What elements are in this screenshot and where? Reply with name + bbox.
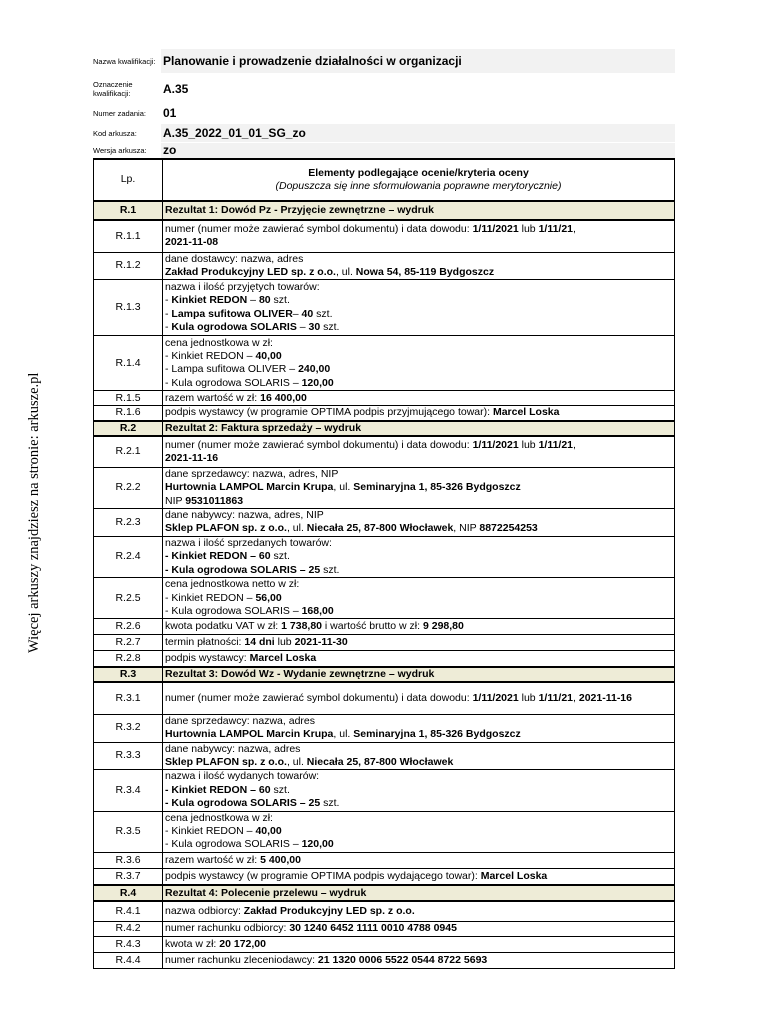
text-fragment: NIP — [165, 494, 186, 507]
table-row — [94, 220, 675, 252]
result-row — [94, 201, 675, 220]
table-row — [94, 578, 675, 619]
text-fragment: szt. — [270, 294, 290, 307]
text-fragment: , — [573, 438, 576, 451]
row-content — [163, 901, 675, 921]
row-content — [163, 391, 675, 406]
text-fragment: , ul. — [335, 265, 356, 278]
text-fragment: – — [247, 294, 259, 307]
nazwa-label: Nazwa kwalifikacji: — [93, 56, 156, 66]
row-lp: R.2.6 — [94, 619, 163, 635]
row-content — [163, 578, 675, 619]
row-lp: R.3.4 — [94, 770, 163, 811]
table-row — [94, 280, 675, 336]
row-content — [163, 742, 675, 770]
table-header-row — [94, 159, 675, 201]
text-fragment: Seminaryjna 1, 85-326 Bydgoszcz — [353, 728, 521, 741]
text-fragment: szt. — [270, 550, 290, 563]
text-fragment: dane nabywcy: nazwa, adres, NIP — [165, 509, 324, 522]
header-row-numer — [93, 104, 675, 122]
nazwa-value: Planowanie i prowadzenie działalności w organizacji — [161, 49, 675, 73]
header-row-kod — [93, 124, 675, 142]
text-fragment: Niecała 25, 87-800 Włocławek — [306, 522, 454, 535]
text-fragment: 1 738,80 — [281, 620, 323, 633]
row-lp: R.2.3 — [94, 508, 163, 536]
text-fragment: nazwa i ilość sprzedanych towarów: — [165, 536, 332, 549]
wersja-label: Wersja arkusza: — [93, 146, 147, 155]
text-fragment: - Kula ogrodowa SOLARIS – 25 — [165, 797, 321, 810]
row-content — [163, 436, 675, 467]
text-fragment: cena jednostkowa netto w zł: — [165, 578, 300, 591]
text-fragment: razem wartość w zł: — [165, 391, 261, 404]
text-fragment: Hurtownia LAMPOL Marcin Krupa — [165, 481, 334, 494]
text-fragment: Lampa sufitowa OLIVER — [171, 307, 293, 320]
result-lp: R.3 — [94, 667, 163, 682]
row-lp: R.1.5 — [94, 391, 163, 406]
row-content — [163, 714, 675, 742]
text-fragment: numer (numer może zawierać symbol dokumentu) i data dowodu: — [165, 438, 473, 451]
table-row — [94, 406, 675, 421]
text-fragment: kwota podatku VAT w zł: — [165, 620, 282, 633]
text-fragment: - Kula ogrodowa SOLARIS – — [165, 604, 302, 617]
table-row — [94, 336, 675, 391]
kod-label: Kod arkusza: — [93, 128, 137, 138]
text-fragment: 1/11/21 — [538, 438, 574, 451]
row-lp: R.2.2 — [94, 467, 163, 508]
table-row — [94, 868, 675, 885]
text-fragment: termin płatności: — [165, 636, 245, 649]
result-row — [94, 667, 675, 682]
result-title: Rezultat 2: Faktura sprzedaży – wydruk — [163, 421, 675, 436]
result-row — [94, 421, 675, 436]
table-row — [94, 651, 675, 667]
text-fragment: lub — [518, 691, 539, 704]
row-lp: R.1.6 — [94, 406, 163, 421]
row-content — [163, 619, 675, 635]
row-content — [163, 252, 675, 280]
row-content — [163, 280, 675, 336]
row-lp: R.3.2 — [94, 714, 163, 742]
text-fragment: 240,00 — [298, 363, 331, 376]
text-fragment: 1/11/21 — [538, 691, 574, 704]
text-fragment: 9531011863 — [185, 494, 244, 507]
text-fragment: lub — [518, 438, 539, 451]
text-fragment: Hurtownia LAMPOL Marcin Krupa — [165, 728, 334, 741]
text-fragment: - Kinkiet REDON – 60 — [165, 783, 271, 796]
text-fragment: i wartość brutto w zł: — [322, 620, 423, 633]
text-fragment: Marcel Loska — [492, 406, 560, 419]
text-fragment: 2021-11-16 — [578, 691, 632, 704]
row-content — [163, 651, 675, 667]
text-fragment: - — [165, 321, 172, 334]
text-fragment: 21 1320 0006 5522 0544 8722 5693 — [317, 953, 488, 966]
row-lp: R.4.1 — [94, 901, 163, 921]
row-lp: R.3.6 — [94, 852, 163, 868]
row-lp: R.2.4 — [94, 536, 163, 577]
text-fragment: , — [573, 222, 576, 235]
text-fragment: - — [165, 294, 172, 307]
result-title: Rezultat 3: Dowód Wz - Wydanie zewnętrzne – wydruk — [163, 667, 675, 682]
result-lp: R.1 — [94, 201, 163, 220]
text-fragment: lub — [518, 222, 539, 235]
row-content — [163, 406, 675, 421]
criteria-table — [93, 158, 675, 969]
table-row — [94, 436, 675, 467]
row-lp: R.4.3 — [94, 936, 163, 952]
table-row — [94, 714, 675, 742]
text-fragment: 30 — [308, 321, 321, 334]
text-fragment: podpis wystawcy (w programie OPTIMA podpis przyjmującego towar): — [165, 406, 493, 419]
text-fragment: dane nabywcy: nazwa, adres — [165, 742, 301, 755]
row-lp: R.2.1 — [94, 436, 163, 467]
criteria-header-title: Elementy podlegające ocenie/kryteria oceny — [308, 166, 529, 179]
row-lp: R.2.8 — [94, 651, 163, 667]
table-row — [94, 467, 675, 508]
row-lp: R.2.5 — [94, 578, 163, 619]
table-row — [94, 936, 675, 952]
text-fragment: 1/11/2021 — [472, 691, 519, 704]
text-fragment: Nowa 54, 85-119 Bydgoszcz — [355, 265, 495, 278]
text-fragment: lub — [274, 636, 295, 649]
text-fragment: Kula ogrodowa SOLARIS — [171, 321, 297, 334]
text-fragment: - — [165, 307, 172, 320]
text-fragment: , NIP — [453, 522, 480, 535]
text-fragment: - Kula ogrodowa SOLARIS – 25 — [165, 563, 321, 576]
text-fragment: 30 1240 6452 1111 0010 4788 0945 — [289, 922, 457, 935]
text-fragment: - Kinkiet REDON – — [165, 591, 256, 604]
row-content — [163, 921, 675, 936]
wersja-value: zo — [161, 143, 675, 158]
row-lp: R.1.3 — [94, 280, 163, 336]
numer-value: 01 — [163, 106, 177, 120]
text-fragment: numer (numer może zawierać symbol dokumentu) i data dowodu: — [165, 691, 473, 704]
row-lp: R.3.7 — [94, 868, 163, 885]
row-lp: R.1.1 — [94, 220, 163, 252]
row-lp: R.4.2 — [94, 921, 163, 936]
table-row — [94, 852, 675, 868]
criteria-header — [163, 159, 675, 201]
text-fragment: Marcel Loska — [249, 651, 317, 664]
row-lp: R.1.2 — [94, 252, 163, 280]
header-row-nazwa — [93, 49, 675, 73]
text-fragment: 16 400,00 — [260, 391, 307, 404]
table-row — [94, 508, 675, 536]
row-content — [163, 868, 675, 885]
text-fragment: dane sprzedawcy: nazwa, adres, NIP — [165, 467, 339, 480]
row-lp: R.4.4 — [94, 952, 163, 968]
text-fragment: Marcel Loska — [480, 869, 548, 882]
oznaczenie-value: A.35 — [163, 82, 189, 96]
text-fragment: szt. — [320, 563, 340, 576]
text-fragment: - Kinkiet REDON – — [165, 349, 256, 362]
result-lp: R.2 — [94, 421, 163, 436]
text-fragment: 14 dni — [244, 636, 275, 649]
text-fragment: 8872254253 — [479, 522, 538, 535]
row-content — [163, 770, 675, 811]
text-fragment: podpis wystawcy (w programie OPTIMA podpis wydającego towar): — [165, 869, 481, 882]
row-content — [163, 467, 675, 508]
text-fragment: 2021-11-16 — [165, 451, 219, 464]
row-content — [163, 852, 675, 868]
text-fragment: dane sprzedawcy: nazwa, adres — [165, 714, 315, 727]
text-fragment: Seminaryjna 1, 85-326 Bydgoszcz — [353, 481, 521, 494]
text-fragment: razem wartość w zł: — [165, 853, 261, 866]
text-fragment: podpis wystawcy: — [165, 651, 250, 664]
text-fragment: numer (numer może zawierać symbol dokumentu) i data dowodu: — [165, 222, 473, 235]
text-fragment: szt. — [320, 321, 340, 334]
text-fragment: 2021-11-08 — [165, 236, 219, 249]
text-fragment: cena jednostkowa w zł: — [165, 811, 273, 824]
text-fragment: szt. — [270, 783, 290, 796]
text-fragment: , ul. — [286, 522, 307, 535]
sidebar-watermark-text: Więcej arkuszy znajdziesz na stronie: arkusze.pl — [26, 372, 42, 653]
lp-header: Lp. — [94, 159, 163, 201]
text-fragment: - Kula ogrodowa SOLARIS – — [165, 838, 302, 851]
table-row — [94, 252, 675, 280]
table-row — [94, 770, 675, 811]
text-fragment: 9 298,80 — [422, 620, 464, 633]
text-fragment: dane dostawcy: nazwa, adres — [165, 252, 304, 265]
text-fragment: kwota w zł: — [165, 937, 220, 950]
row-lp: R.2.7 — [94, 635, 163, 651]
text-fragment: 56,00 — [255, 591, 282, 604]
text-fragment: - Kula ogrodowa SOLARIS – — [165, 376, 302, 389]
numer-label: Numer zadania: — [93, 108, 146, 118]
table-row — [94, 952, 675, 968]
text-fragment: 2021-11-30 — [294, 636, 348, 649]
text-fragment: - Kinkiet REDON – — [165, 825, 256, 838]
row-content — [163, 220, 675, 252]
text-fragment: Niecała 25, 87-800 Włocławek — [306, 756, 454, 768]
text-fragment: Sklep PLAFON sp. z o.o. — [165, 522, 287, 535]
table-row — [94, 635, 675, 651]
text-fragment: cena jednostkowa w zł: — [165, 336, 273, 349]
row-content — [163, 508, 675, 536]
table-row — [94, 901, 675, 921]
text-fragment: – — [292, 307, 302, 320]
text-fragment: szt. — [320, 797, 340, 810]
text-fragment: , ul. — [333, 481, 354, 494]
result-title: Rezultat 1: Dowód Pz - Przyjęcie zewnętrzne – wydruk — [163, 201, 675, 220]
text-fragment: nazwa i ilość wydanych towarów: — [165, 770, 320, 783]
row-lp: R.1.4 — [94, 336, 163, 391]
table-row — [94, 536, 675, 577]
text-fragment: 1/11/21 — [538, 222, 574, 235]
row-content — [163, 952, 675, 968]
text-fragment: 120,00 — [301, 838, 334, 851]
table-row — [94, 391, 675, 406]
text-fragment: 80 — [258, 294, 271, 307]
header-row-oznaczenie — [93, 77, 675, 101]
result-title: Rezultat 4: Polecenie przelewu – wydruk — [163, 885, 675, 901]
text-fragment: , ul. — [286, 756, 307, 768]
table-row — [94, 921, 675, 936]
text-fragment: 40 — [301, 307, 314, 320]
row-lp: R.3.5 — [94, 811, 163, 852]
text-fragment: 168,00 — [301, 604, 334, 617]
header-row-wersja — [93, 143, 675, 158]
text-fragment: 1/11/2021 — [472, 222, 519, 235]
row-content — [163, 811, 675, 852]
kod-value: A.35_2022_01_01_SG_zo — [161, 124, 675, 142]
row-lp: R.3.3 — [94, 742, 163, 770]
text-fragment: - Kinkiet REDON – 60 — [165, 550, 271, 563]
text-fragment: 40,00 — [255, 349, 282, 362]
text-fragment: Kinkiet REDON — [171, 294, 248, 307]
text-fragment: Zakład Produkcyjny LED sp. z o.o. — [243, 904, 415, 917]
row-content — [163, 336, 675, 391]
row-content — [163, 936, 675, 952]
table-row — [94, 811, 675, 852]
text-fragment: 40,00 — [255, 825, 282, 838]
text-fragment: 5 400,00 — [260, 853, 301, 866]
text-fragment: 120,00 — [301, 376, 334, 389]
row-content — [163, 635, 675, 651]
text-fragment: Zakład Produkcyjny LED sp. z o.o. — [165, 265, 336, 278]
text-fragment: numer rachunku zleceniodawcy: — [165, 953, 318, 966]
text-fragment: 20 172,00 — [219, 937, 266, 950]
text-fragment: numer rachunku odbiorcy: — [165, 922, 290, 935]
result-row — [94, 885, 675, 901]
text-fragment: – — [296, 321, 309, 334]
oznaczenie-label: Oznaczenie kwalifikacji: — [93, 80, 133, 98]
text-fragment: nazwa odbiorcy: — [165, 904, 244, 917]
text-fragment: szt. — [313, 307, 333, 320]
criteria-header-subtitle: (Dopuszcza się inne sformułowania poprawne merytorycznie) — [275, 180, 562, 192]
table-row — [94, 682, 675, 714]
document-header — [93, 49, 675, 158]
result-lp: R.4 — [94, 885, 163, 901]
table-row — [94, 619, 675, 635]
text-fragment: - Lampa sufitowa OLIVER – — [165, 363, 299, 376]
table-row — [94, 742, 675, 770]
text-fragment: Sklep PLAFON sp. z o.o. — [165, 756, 287, 768]
row-lp: R.3.1 — [94, 682, 163, 714]
text-fragment: , ul. — [333, 728, 354, 741]
text-fragment: 1/11/2021 — [472, 438, 519, 451]
text-fragment: nazwa i ilość przyjętych towarów: — [165, 281, 320, 293]
row-content — [163, 536, 675, 577]
row-content — [163, 682, 675, 714]
text-fragment: , — [573, 691, 579, 704]
